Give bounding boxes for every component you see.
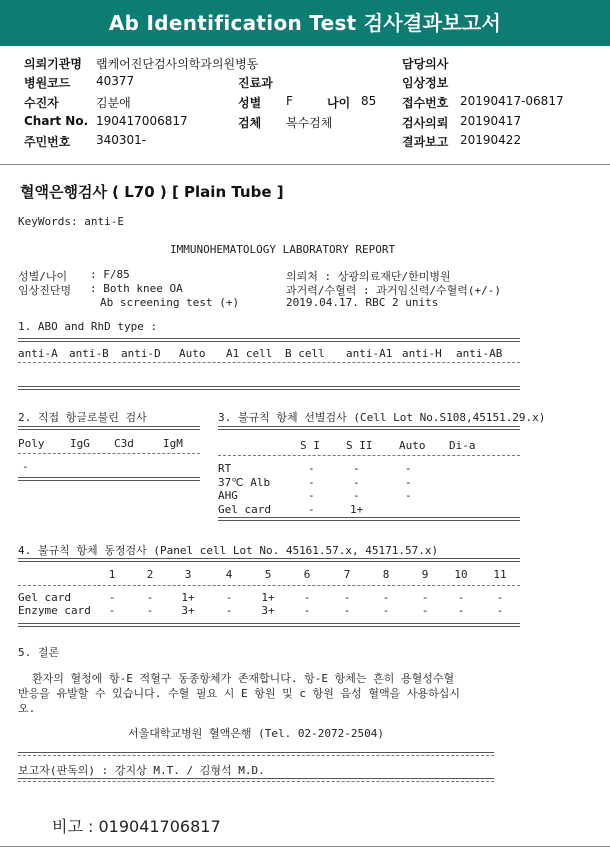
screen-rule-mid (218, 455, 520, 456)
abo-title: 1. ABO and RhD type : (18, 320, 158, 333)
report-date-value: 20190422 (460, 133, 522, 147)
screen-row-value: - (405, 462, 412, 475)
conclusion-title: 5. 결론 (18, 646, 60, 659)
dat-value: - (22, 460, 29, 473)
dat-header: Poly (18, 437, 45, 450)
screen-title: 3. 불규칙 항체 선별검사 (Cell Lot No.S108,45151.29.x) (218, 411, 546, 424)
panel-row-value: 3+ (181, 604, 195, 617)
screen-row-label: RT (218, 462, 232, 475)
screen-row-label: 37℃ Alb (218, 476, 271, 489)
panel-title: 4. 불규칙 항체 동정검사 (Panel cell Lot No. 45161.57.x, 45171.57.x) (18, 544, 439, 557)
reporter-rule-bottom (18, 778, 494, 779)
panel-column: 8 (382, 568, 390, 581)
patient-header (0, 50, 610, 162)
panel-row-value: - (146, 591, 154, 604)
abo-header: anti-A (18, 347, 58, 360)
panel-column: 6 (303, 568, 311, 581)
hospital-code-label: 병원코드 (24, 76, 71, 90)
abo-header: anti-A1 (346, 347, 393, 360)
screen-row-label: Gel card (218, 503, 271, 516)
panel-row-value: - (382, 604, 390, 617)
dat-rule-mid (18, 453, 200, 454)
header-divider (0, 164, 610, 165)
panel-column: 1 (108, 568, 116, 581)
panel-column: 7 (343, 568, 351, 581)
id-value: 340301- (96, 133, 147, 147)
panel-column: 10 (454, 568, 468, 581)
screen-row-value: - (405, 489, 412, 502)
screen-row-value: - (353, 489, 360, 502)
receipt-value: 20190417-06817 (460, 94, 564, 108)
conclusion-line-2: 반응을 유발할 수 있습니다. 수혈 필요 시 E 항원 및 c 항원 음성 혈액을 사용하십시 (18, 687, 460, 700)
screen-rule-bottom (218, 517, 520, 521)
panel-row-value: 3+ (261, 604, 275, 617)
diagnosis-label: 임상진단명 (18, 284, 72, 297)
sexage-label: 성별/나이 (18, 270, 68, 283)
chart-value: 190417006817 (96, 114, 188, 128)
panel-row-value: - (343, 591, 351, 604)
panel-column: 4 (225, 568, 233, 581)
dat-rule-top (18, 426, 200, 430)
panel-row-value: - (146, 604, 154, 617)
lab-report-title: IMMUNOHEMATOLOGY LABORATORY REPORT (170, 243, 396, 256)
abo-header: B cell (285, 347, 325, 360)
screen-row-value: - (308, 476, 315, 489)
panel-row-label: Gel card (18, 591, 71, 604)
panel-row-value: - (421, 591, 429, 604)
conclusion-line-3: 오. (18, 702, 36, 715)
screen-row-label: AHG (218, 489, 238, 502)
panel-row-value: - (457, 591, 465, 604)
panel-row-value: - (303, 591, 311, 604)
report-date-label: 결과보고 (402, 135, 449, 149)
screen-row-value: - (353, 462, 360, 475)
screen-row-value: 1+ (350, 503, 364, 516)
abo-header: A1 cell (226, 347, 273, 360)
id-label: 주민번호 (24, 135, 71, 149)
abo-header: Auto (179, 347, 206, 360)
panel-column: 2 (146, 568, 154, 581)
specimen-value: 복수검체 (286, 116, 333, 130)
screen-row-value: - (353, 476, 360, 489)
panel-column: 3 (184, 568, 192, 581)
screen-row-value: - (405, 476, 412, 489)
panel-row-value: - (457, 604, 465, 617)
panel-row-value: - (303, 604, 311, 617)
patient-value: 김분애 (96, 96, 131, 110)
panel-row-value: - (496, 604, 504, 617)
panel-row-value: - (225, 591, 233, 604)
reporter-rule-top-2 (18, 755, 494, 756)
panel-row-value: 1+ (181, 591, 195, 604)
requester: 의뢰처 : 상광의료재단/한미병원 (286, 270, 451, 283)
reporter-rule-top (18, 752, 494, 753)
panel-rule-top (18, 558, 520, 562)
abo-header: anti-H (402, 347, 442, 360)
screen-rule-top (218, 426, 520, 430)
keywords: KeyWords: anti-E (18, 215, 124, 228)
dat-header: IgG (70, 437, 90, 450)
panel-rule-mid (18, 585, 520, 586)
abo-header: anti-B (69, 347, 109, 360)
history: 과거력/수혈력 : 과거임신력/수혈력(+/-) (286, 284, 501, 297)
screen-header: Di-a (449, 439, 476, 452)
conclusion-line-1: 환자의 혈청에 항-E 적혈구 동종항체가 존재합니다. 항-E 항체는 흔히 용혈성수혈 (32, 672, 455, 685)
dat-header: IgM (163, 437, 183, 450)
screen-header: S I (300, 439, 320, 452)
age-value: 85 (361, 94, 377, 108)
diagnosis-value-2: Ab screening test (+) (100, 296, 240, 309)
remark: 비고 : 019041706817 (52, 817, 221, 836)
screen-row-value: - (308, 462, 315, 475)
sex-value: F (286, 94, 293, 108)
institution-label: 의뢰기관명 (24, 57, 82, 71)
screen-header: S II (346, 439, 373, 452)
screen-row-value: - (308, 503, 315, 516)
panel-row-value: - (343, 604, 351, 617)
reporter-rule-bottom-2 (18, 781, 494, 782)
sexage-value: : F/85 (90, 268, 130, 281)
panel-rule-bottom (18, 623, 520, 627)
screen-header: Auto (399, 439, 426, 452)
age-label: 나이 (327, 96, 351, 110)
receipt-label: 접수번호 (402, 96, 449, 110)
dat-title: 2. 직접 항글로불린 검사 (18, 411, 147, 424)
abo-rule-bottom (18, 386, 520, 390)
abo-rule-mid (18, 362, 520, 363)
panel-column: 5 (264, 568, 272, 581)
abo-rule-top (18, 338, 520, 342)
dat-header: C3d (114, 437, 134, 450)
request-date-value: 20190417 (460, 114, 522, 128)
dat-rule-bottom (18, 477, 200, 481)
blood-bank-contact: 서울대학교병원 혈액은행 (Tel. 02-2072-2504) (128, 727, 384, 740)
specimen-label: 검체 (238, 116, 262, 130)
footer-divider (0, 846, 610, 847)
patient-label: 수진자 (24, 96, 59, 110)
panel-row-value: - (225, 604, 233, 617)
panel-row-value: - (108, 604, 116, 617)
sex-label: 성별 (238, 96, 262, 110)
panel-row-value: - (496, 591, 504, 604)
panel-row-value: 1+ (261, 591, 275, 604)
request-date-label: 검사의뢰 (402, 116, 449, 130)
diagnosis-value: : Both knee OA (90, 282, 183, 295)
abo-header: anti-AB (456, 347, 503, 360)
clinical-info-label: 임상정보 (402, 76, 449, 90)
panel-row-value: - (382, 591, 390, 604)
section-title: 혈액은행검사 ( L70 ) [ Plain Tube ] (20, 183, 284, 201)
institution-value: 랩케어진단검사의학과의원병동 (96, 57, 259, 71)
dept-label: 진료과 (238, 76, 273, 90)
screen-row-value: - (308, 489, 315, 502)
panel-column: 9 (421, 568, 429, 581)
abo-header: anti-D (121, 347, 161, 360)
panel-column: 11 (493, 568, 507, 581)
report-title-banner: Ab Identification Test 검사결과보고서 (0, 0, 610, 46)
reporter: 보고자(판독의) : 강지상 M.T. / 김형석 M.D. (18, 764, 265, 777)
hospital-code-value: 40377 (96, 74, 135, 88)
panel-row-value: - (421, 604, 429, 617)
doctor-label: 담당의사 (402, 57, 449, 71)
chart-label: Chart No. (24, 114, 89, 128)
panel-row-value: - (108, 591, 116, 604)
panel-row-label: Enzyme card (18, 604, 91, 617)
history-2: 2019.04.17. RBC 2 units (286, 296, 439, 309)
